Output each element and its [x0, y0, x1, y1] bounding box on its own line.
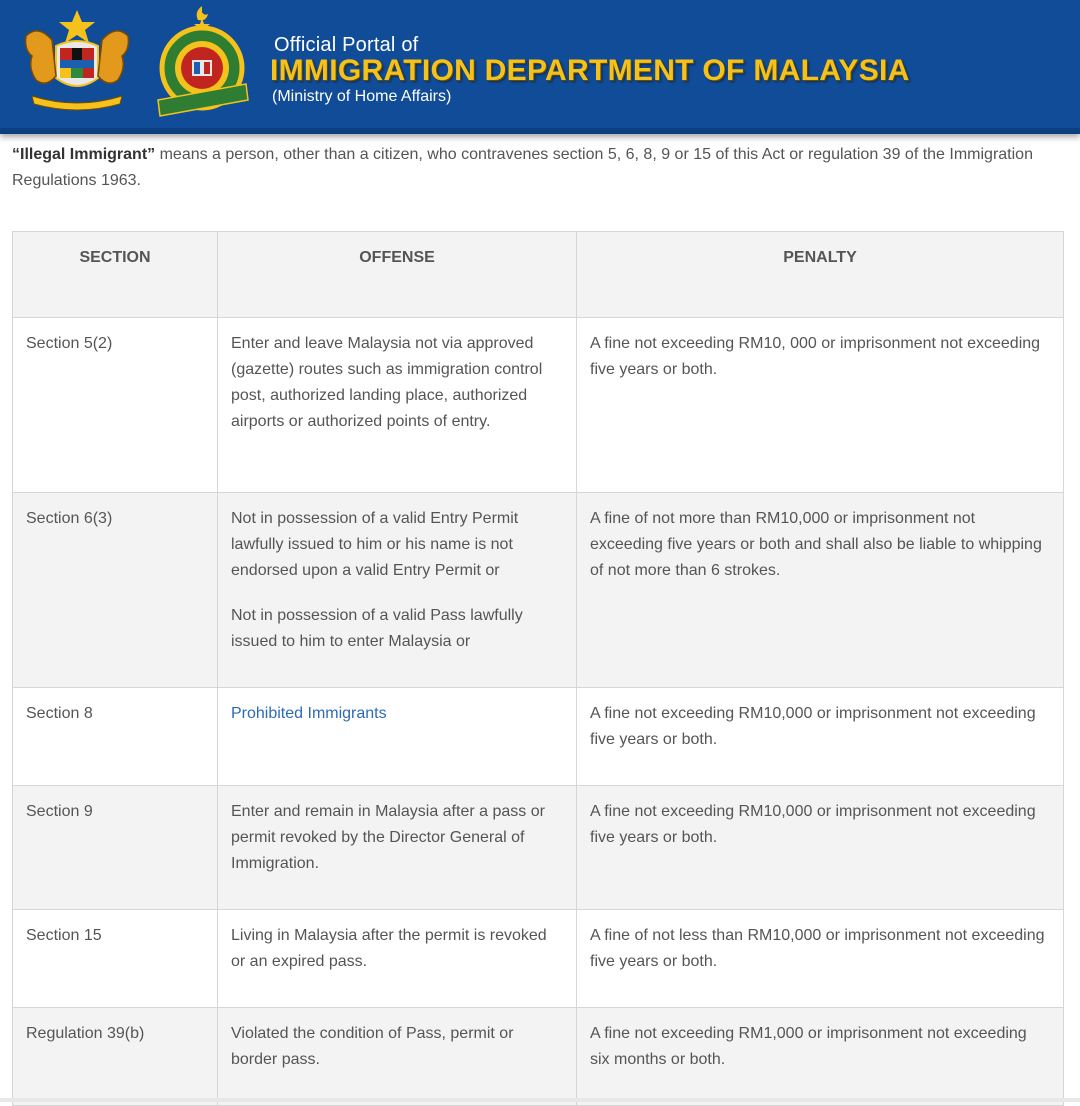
- coat-of-arms-icon[interactable]: [16, 6, 138, 116]
- portal-kicker: Official Portal of: [274, 34, 419, 56]
- definition-term: “Illegal Immigrant”: [12, 146, 156, 163]
- header-offense: OFFENSE: [218, 232, 577, 318]
- offense-cell: Enter and remain in Malaysia after a pass or permit revoked by the Director General of Immigration.: [218, 786, 577, 910]
- definition-text: means a person, other than a citizen, who contravenes section 5, 6, 8, 9 or 15 of this Act or regulation 39 of the Immigration Regulations 1963.: [12, 146, 1033, 189]
- ministry-subtitle: (Ministry of Home Affairs): [272, 88, 452, 105]
- page-bottom-border: [0, 1098, 1080, 1102]
- penalty-cell: A fine not exceeding RM10, 000 or imprisonment not exceeding five years or both.: [577, 318, 1064, 493]
- prohibited-immigrants-link[interactable]: Prohibited Immigrants: [231, 705, 387, 722]
- penalty-cell: A fine of not less than RM10,000 or imprisonment not exceeding five years or both.: [577, 910, 1064, 1008]
- offense-cell: Living in Malaysia after the permit is revoked or an expired pass.: [218, 910, 577, 1008]
- offense-cell: Enter and leave Malaysia not via approved (gazette) routes such as immigration control post, authorized landing place, authorized airports or authorized points of entry.: [218, 318, 577, 493]
- penalty-cell: A fine not exceeding RM10,000 or imprisonment not exceeding five years or both.: [577, 688, 1064, 786]
- offense-cell: [218, 493, 577, 688]
- definition-paragraph: [12, 142, 1062, 194]
- section-cell: Section 9: [13, 786, 218, 910]
- penalty-cell: A fine of not more than RM10,000 or imprisonment not exceeding five years or both and shall also be liable to whipping of not more than 6 strokes.: [577, 493, 1064, 688]
- table-row: [13, 786, 1064, 910]
- table-row: [13, 1008, 1064, 1106]
- header-divider: [0, 128, 1080, 134]
- table-row: [13, 688, 1064, 786]
- offense-paragraph: Not in possession of a valid Pass lawfully issued to him to enter Malaysia or: [231, 607, 523, 650]
- section-cell: Section 5(2): [13, 318, 218, 493]
- penalty-cell: A fine not exceeding RM1,000 or imprisonment not exceeding six months or both.: [577, 1008, 1064, 1106]
- section-cell: Section 15: [13, 910, 218, 1008]
- offense-cell: [218, 688, 577, 786]
- immigration-emblem-icon[interactable]: [148, 4, 256, 126]
- penalty-table: [12, 231, 1064, 1106]
- offense-cell: Violated the condition of Pass, permit or border pass.: [218, 1008, 577, 1106]
- header-section: SECTION: [13, 232, 218, 318]
- table-row: [13, 493, 1064, 688]
- penalty-cell: A fine not exceeding RM10,000 or imprisonment not exceeding five years or both.: [577, 786, 1064, 910]
- table-row: [13, 910, 1064, 1008]
- site-title[interactable]: IMMIGRATION DEPARTMENT OF MALAYSIA: [270, 54, 910, 87]
- header-penalty: PENALTY: [577, 232, 1064, 318]
- table-row: [13, 318, 1064, 493]
- section-cell: Section 8: [13, 688, 218, 786]
- section-cell: Section 6(3): [13, 493, 218, 688]
- offense-paragraph: Not in possession of a valid Entry Permit lawfully issued to him or his name is not endorsed upon a valid Entry Permit or: [231, 510, 519, 579]
- table-header-row: [13, 232, 1064, 318]
- site-header: [0, 0, 1080, 134]
- section-cell: Regulation 39(b): [13, 1008, 218, 1106]
